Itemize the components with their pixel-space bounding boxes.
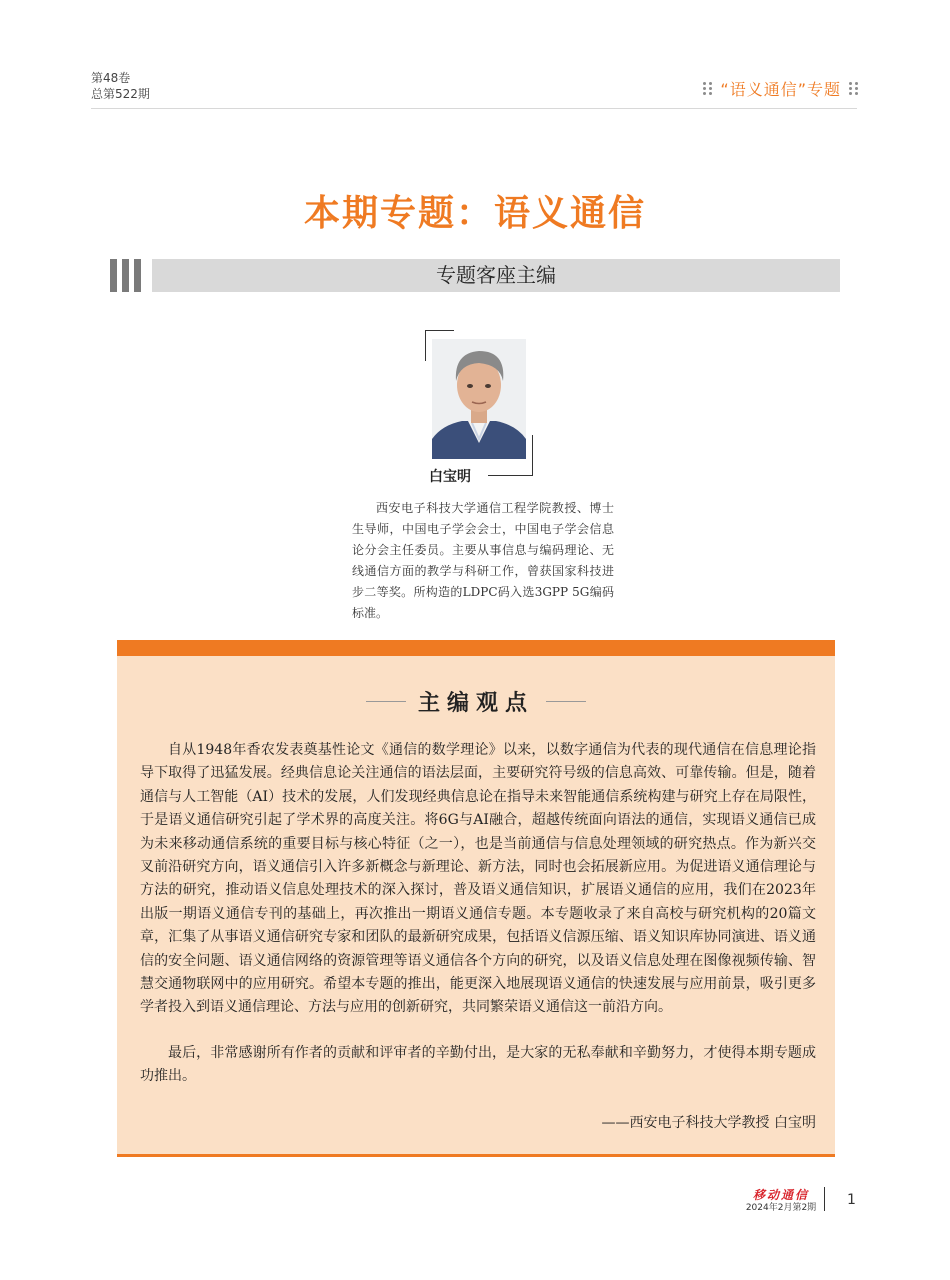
dots-icon bbox=[849, 82, 858, 95]
section-bar-marks bbox=[110, 259, 141, 292]
viewpoint-paragraph-1: 自从1948年香农发表奠基性论文《通信的数学理论》以来，以数字通信为代表的现代通信在信息理论指导下取得了迅猛发展。经典信息论关注通信的语法层面，主要研究符号级的信息高效、可靠传输。但是，随着通信与人工智能（AI）技术的发展，人们发现经典信息论在指导未来智能通信系统构建与研究上存在局限性，于是语义通信研究引起了学术界的高度关注。将6G与AI融合，超越传统面向语法的通信，实现语义通信已成为未来移动通信系统的重要目标与核心特征（之一），也是当前通信与信息处理领域的研究热点。作为新兴交叉前沿研究方向，语义通信引入许多新概念与新理论、新方法，同时也会拓展新应用。为促进语义通信理论与方法的研究，推动语义信息处理技术的深入探讨，普及语义通信知识，扩展语义通信的应用，我们在2023年出版一期语义通信专刊的基础上，再次推出一期语义通信专题。本专题收录了来自高校与研究机构的20篇文章，汇集了从事语义通信研究专家和团队的最新研究成果，包括语义信源压缩、语义知识库协同演进、语义通信的安全问题、语义通信网络的资源管理等语义通信各个方向的研究，以及语义信息处理在图像视频传输、智慧交通物联网中的应用研究。希望本专题的推出，能更深入地展现语义通信的快速发展与应用前景，吸引更多学者投入到语义通信理论、方法与应用的创新研究，共同繁荣语义通信这一前沿方向。 bbox=[140, 742, 816, 1016]
editor-name: 白宝明 bbox=[429, 469, 471, 485]
page-number: 1 bbox=[847, 1192, 856, 1208]
topic-tag-label: “语义通信”专题 bbox=[720, 80, 841, 99]
header-divider bbox=[91, 108, 857, 109]
topic-tag bbox=[703, 77, 858, 100]
editor-bio: 西安电子科技大学通信工程学院教授、博士生导师，中国电子学会会士，中国电子学会信息论分会主任委员。主要从事信息与编码理论、无线通信方面的教学与科研工作，曾获国家科技进步二等奖。所构造的LDPC码入选3GPP 5G编码标准。 bbox=[352, 501, 614, 620]
volume-info bbox=[91, 70, 150, 102]
heading-rule bbox=[546, 701, 586, 702]
volume-label: 第48卷 bbox=[91, 71, 131, 85]
issue-total-label: 总第522期 bbox=[91, 87, 150, 101]
magazine-issue: 2024年2月第2期 bbox=[745, 1203, 817, 1213]
viewpoint-paragraph-2: 最后，非常感谢所有作者的贡献和评审者的辛勤付出，是大家的无私奉献和辛勤努力，才使得本期专题成功推出。 bbox=[140, 1045, 816, 1085]
magazine-logo: 移动通信 bbox=[752, 1188, 809, 1202]
footer-divider bbox=[824, 1187, 825, 1211]
viewpoint-signature: ——西安电子科技大学教授 白宝明 bbox=[601, 1115, 816, 1131]
page-title: 本期专题：语义通信 bbox=[303, 193, 646, 234]
heading-rule bbox=[366, 701, 406, 702]
editor-portrait bbox=[432, 339, 526, 459]
dots-icon bbox=[703, 82, 712, 95]
section-label: 专题客座主编 bbox=[152, 259, 840, 292]
viewpoint-heading bbox=[117, 686, 835, 717]
viewpoint-heading-text: 主编观点 bbox=[417, 691, 534, 716]
